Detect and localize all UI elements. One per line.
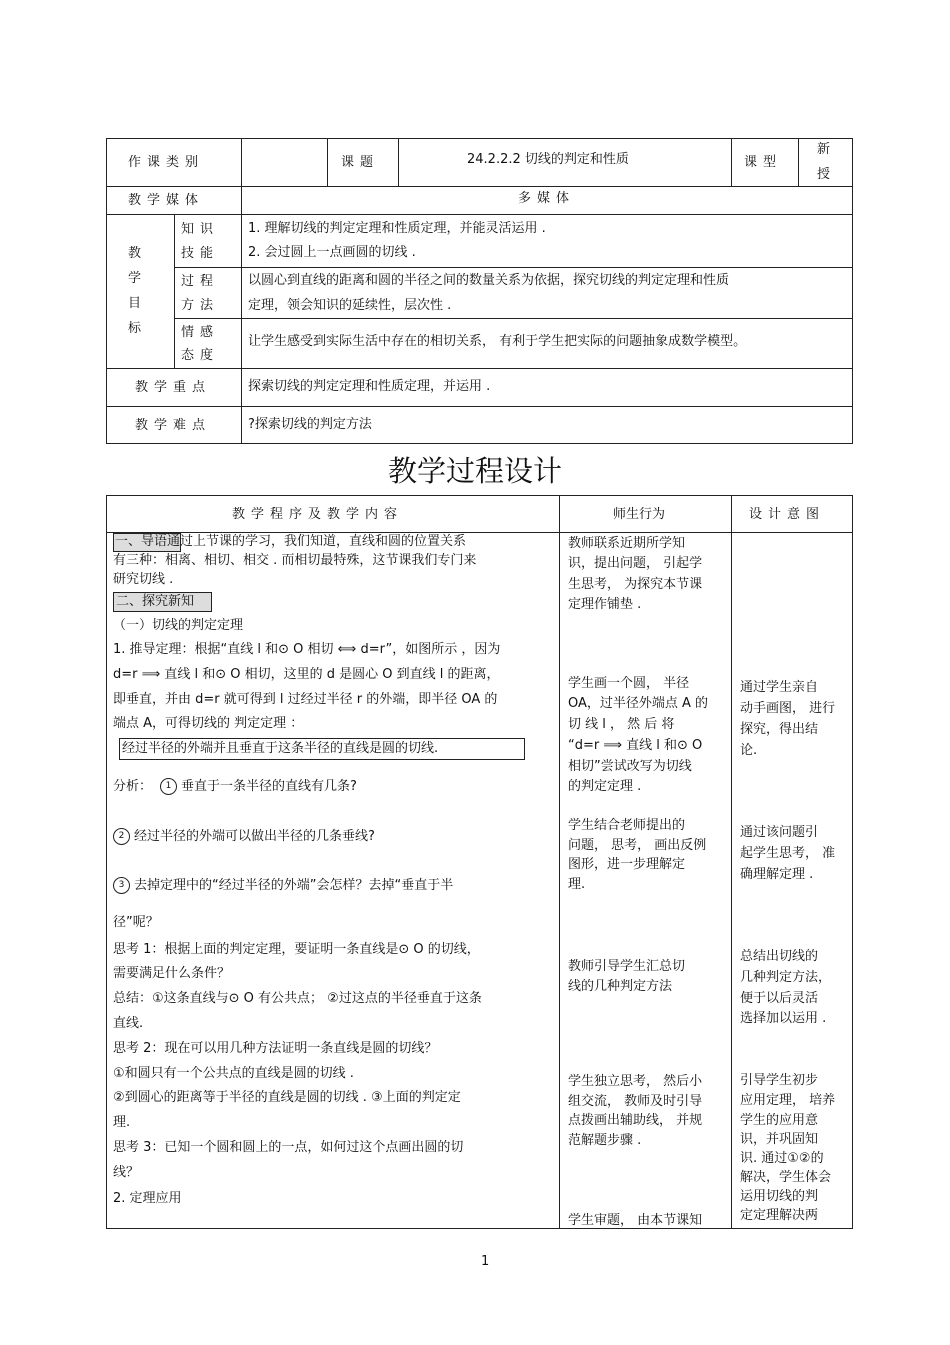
- intent-line: 解决，学生体会: [740, 1170, 832, 1185]
- intent-line: 几种判定方法，: [740, 970, 832, 985]
- top-table-border: [798, 138, 799, 187]
- question-text: 经过半径的外端可以做出半径的几条垂线?: [134, 829, 375, 844]
- top-table-border: [174, 318, 853, 319]
- intent-line: 探究，得出结: [740, 722, 819, 737]
- knowledge-item: 2. 会过圆上一点画圆的切线 .: [248, 245, 416, 260]
- knowledge-label: 技能: [181, 246, 220, 261]
- teacher-line: 生思考， 为探究本节课: [568, 577, 703, 592]
- question-2: [113, 828, 375, 845]
- think-3: 线？: [113, 1165, 140, 1180]
- question-text: 去掉定理中的“经过半径的外端”会怎样？去掉“垂直于半: [134, 878, 454, 893]
- course-type-label: 作课类别: [128, 155, 205, 170]
- key-label: 教学重点: [135, 380, 212, 395]
- intent-line: 起学生思考， 准: [740, 846, 836, 861]
- intent-line: 动手画图， 进行: [740, 701, 836, 716]
- top-table-border: [241, 138, 242, 444]
- intent-line: 引导学生初步: [740, 1073, 819, 1088]
- top-table-border: [106, 138, 107, 444]
- process-item: 定理，领会知识的延续性，层次性 .: [248, 298, 452, 313]
- process-table-border: [559, 495, 560, 1229]
- emotion-label: 态度: [181, 348, 220, 363]
- teacher-line: 图形，进一步理解定: [568, 857, 686, 872]
- intent-line: 运用切线的判: [740, 1189, 819, 1204]
- summary: 直线.: [113, 1016, 144, 1031]
- method-2: 理.: [113, 1115, 131, 1130]
- page-number: 1: [481, 1254, 490, 1269]
- teacher-line: OA，过半径外端点 A 的: [568, 696, 709, 711]
- circled-number-icon: 3: [113, 877, 130, 894]
- teacher-line: 组交流， 教师及时引导: [568, 1094, 703, 1109]
- col-header-teacher: 师生行为: [613, 507, 666, 522]
- think-3: 思考 3：已知一个圆和圆上的一点，如何过这个点画出圆的切: [113, 1140, 464, 1155]
- summary: 总结：①这条直线与⊙ O 有公共点； ②过这点的半径垂直于这条: [113, 991, 482, 1006]
- top-table-border: [398, 138, 399, 187]
- top-table-border: [174, 267, 853, 268]
- teacher-line: “d=r ⟹ 直线 l 和⊙ O: [568, 738, 703, 753]
- intent-line: 通过学生亲自: [740, 680, 819, 695]
- process-label: 方法: [181, 298, 220, 313]
- col-header-intent: 设计意图: [749, 507, 826, 522]
- paragraph-line: 即垂直，并由 d=r 就可得到 l 过经过半径 r 的外端，即半径 OA 的: [113, 692, 498, 707]
- process-item: 以圆心到直线的距离和圆的半径之间的数量关系为依据，探究切线的判定定理和性质: [248, 273, 730, 288]
- method-2: ②到圆心的距离等于半径的直线是圆的切线 . ③上面的判定定: [113, 1090, 461, 1105]
- top-table-border: [327, 138, 328, 187]
- lesson-type-value: 授: [817, 167, 831, 182]
- teacher-line: 学生独立思考， 然后小: [568, 1074, 703, 1089]
- top-table-border: [106, 406, 853, 407]
- think-2: 思考 2：现在可以用几种方法证明一条直线是圆的切线？: [113, 1041, 438, 1056]
- process-table-border: [852, 495, 853, 1229]
- teacher-line: 学生画一个圆， 半径: [568, 676, 690, 691]
- paragraph-line: 1. 推导定理：根据“直线 l 和⊙ O 相切 ⟺ d=r”，如图所示 ，因为: [113, 642, 501, 657]
- media-label: 教学媒体: [128, 193, 205, 208]
- key-value: 探索切线的判定定理和性质定理，并运用 .: [248, 379, 491, 394]
- question-1: [160, 778, 357, 795]
- paragraph-line: 端点 A，可得切线的 判定定理 ：: [113, 716, 304, 731]
- subsection-title: （一）切线的判定定理: [113, 618, 244, 633]
- intro-text: 通过上节课的学习，我们知道，直线和圆的位置关系: [167, 534, 467, 549]
- question-text: 垂直于一条半径的直线有几条?: [181, 779, 357, 794]
- top-table-border: [106, 368, 853, 369]
- intro-tag: 一、导语: [115, 534, 168, 549]
- teacher-line: 定理作铺垫 .: [568, 597, 642, 612]
- application: 2. 定理应用: [113, 1191, 182, 1206]
- intent-line: 通过该问题引: [740, 825, 819, 840]
- intent-line: 确理解定理 .: [740, 867, 814, 882]
- difficulty-value: ?探索切线的判定方法: [248, 417, 372, 432]
- goals-label: 标: [128, 321, 142, 336]
- top-table-border: [106, 214, 853, 215]
- think-1: 需要满足什么条件？: [113, 966, 231, 981]
- top-table-border: [106, 186, 853, 187]
- teacher-line: 教师联系近期所学知: [568, 536, 686, 551]
- col-header-content: 教学程序及教学内容: [232, 507, 404, 522]
- knowledge-label: 知识: [181, 222, 220, 237]
- emotion-item: 让学生感受到实际生活中存在的相切关系， 有利于学生把实际的问题抽象成数学模型。: [248, 334, 747, 349]
- top-table-border: [731, 138, 732, 187]
- goals-label: 目: [128, 296, 142, 311]
- topic-value: 24.2.2.2 切线的判定和性质: [467, 152, 629, 167]
- paragraph-line: d=r ⟹ 直线 l 和⊙ O 相切，这里的 d 是圆心 O 到直线 l 的距离，: [113, 667, 500, 682]
- teacher-line: 问题， 思考， 画出反例: [568, 838, 707, 853]
- teacher-line: 相切”尝试改写为切线: [568, 759, 692, 774]
- top-table-border: [106, 443, 853, 444]
- difficulty-label: 教学难点: [135, 418, 212, 433]
- teacher-line: 切 线 l ， 然 后 将: [568, 717, 675, 732]
- section-title: 教学过程设计: [387, 454, 562, 488]
- teacher-line: 教师引导学生汇总切: [568, 959, 686, 974]
- intent-line: 应用定理， 培养: [740, 1093, 836, 1108]
- intro-text: 有三种：相离、相切、相交 . 而相切最特殊，这节课我们专门来: [113, 553, 477, 568]
- intent-line: 学生的应用意: [740, 1113, 819, 1128]
- goals-label: 教: [128, 246, 142, 261]
- teacher-line: 理.: [568, 877, 586, 892]
- intent-line: 便于以后灵活: [740, 991, 819, 1006]
- intro-text: 研究切线 .: [113, 572, 174, 587]
- method-1: ①和圆只有一个公共点的直线是圆的切线 .: [113, 1066, 354, 1081]
- process-table-border: [106, 495, 853, 496]
- lesson-type-label: 课型: [744, 155, 783, 170]
- question-3: [113, 877, 453, 894]
- process-label: 过程: [181, 274, 220, 289]
- intent-line: 总结出切线的: [740, 949, 819, 964]
- circled-number-icon: 1: [160, 778, 177, 795]
- teacher-line: 识，提出问题， 引起学: [568, 556, 703, 571]
- teacher-line: 学生审题， 由本节课知: [568, 1213, 703, 1228]
- explore-tag: 二、探究新知: [116, 594, 195, 609]
- goals-label: 学: [128, 271, 142, 286]
- teacher-line: 点拨画出辅助线， 并规: [568, 1113, 703, 1128]
- teacher-line: 的判定定理 .: [568, 779, 642, 794]
- top-table-border: [174, 214, 175, 369]
- theorem-text: 经过半径的外端并且垂直于这条半径的直线是圆的切线.: [122, 741, 439, 756]
- topic-label: 课题: [341, 155, 380, 170]
- media-value: 多媒体: [518, 191, 576, 206]
- analysis-label: 分析：: [113, 779, 153, 794]
- circled-number-icon: 2: [113, 828, 130, 845]
- intent-line: 论.: [740, 743, 758, 758]
- top-table-border: [106, 138, 853, 139]
- emotion-label: 情感: [181, 325, 220, 340]
- teacher-line: 范解题步骤 .: [568, 1133, 642, 1148]
- teacher-line: 线的几种判定方法: [568, 979, 673, 994]
- lesson-type-value: 新: [817, 142, 831, 157]
- question-text: 径”呢？: [113, 915, 159, 930]
- intent-line: 选择加以运用 .: [740, 1011, 827, 1026]
- intent-line: 识. 通过①②的: [740, 1151, 824, 1166]
- top-table-border: [852, 138, 853, 444]
- intent-line: 识，并巩固知: [740, 1132, 819, 1147]
- process-table-border: [106, 1228, 853, 1229]
- knowledge-item: 1. 理解切线的判定定理和性质定理，并能灵活运用 .: [248, 221, 546, 236]
- intent-line: 定定理解决两: [740, 1208, 819, 1223]
- teacher-line: 学生结合老师提出的: [568, 818, 686, 833]
- think-1: 思考 1：根据上面的判定定理，要证明一条直线是⊙ O 的切线，: [113, 942, 480, 957]
- process-table-border: [106, 495, 107, 1229]
- process-table-border: [731, 495, 732, 1229]
- process-table-border: [106, 532, 853, 533]
